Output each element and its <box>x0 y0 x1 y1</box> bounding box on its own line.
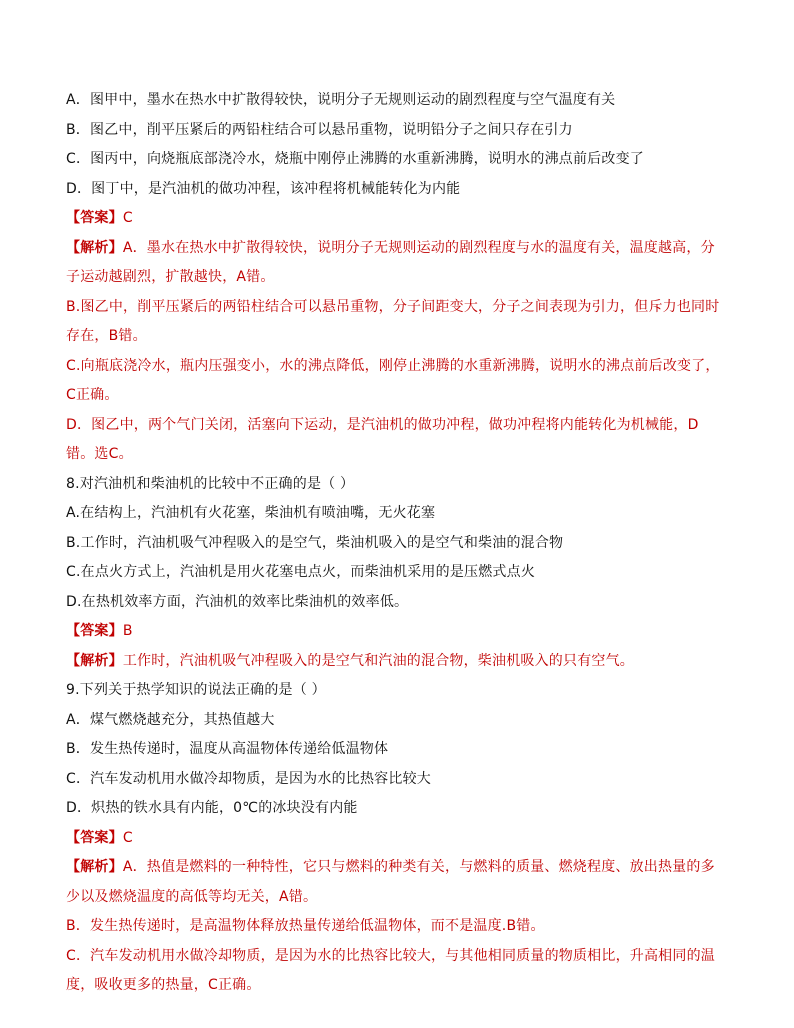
q8-analysis-text: 工作时，汽油机吸气冲程吸入的是空气和汽油的混合物，柴油机吸入的只有空气。 <box>122 652 635 669</box>
q7-answer <box>66 204 794 234</box>
question-9 <box>66 676 794 1001</box>
q7-analysis-d: D．图乙中，两个气门关闭，活塞向下运动，是汽油机的做功冲程，做功冲程将内能转化为机械能，D错。选C。 <box>66 416 699 462</box>
q7-option-d: D．图丁中，是汽油机的做功冲程，该冲程将机械能转化为内能 <box>66 180 461 197</box>
q7-answer-tag: 【答案】 <box>66 210 123 226</box>
q7-analysis-tag: 【解析】 <box>66 239 123 256</box>
q8-stem: 8.对汽油机和柴油机的比较中不正确的是（ ） <box>66 475 355 492</box>
q9-analysis-a <box>66 853 726 912</box>
question-8 <box>66 470 794 677</box>
q7-answer-value: C <box>122 210 133 226</box>
q9-answer-tag: 【答案】 <box>66 829 123 846</box>
q9-option-a: A．煤气燃烧越充分，其热值越大 <box>66 711 275 728</box>
q8-analysis-tag: 【解析】 <box>66 652 123 669</box>
question-7 <box>66 86 794 470</box>
q7-analysis-text-a: A．墨水在热水中扩散得较快，说明分子无规则运动的剧烈程度与水的温度有关，温度越高，分子运动越剧烈，扩散越快，A错。 <box>66 239 715 285</box>
q8-analysis <box>66 647 794 677</box>
q9-answer-value: C <box>122 829 133 846</box>
q7-option-c: C．图丙中，向烧瓶底部浇冷水，烧瓶中刚停止沸腾的水重新沸腾，说明水的沸点前后改变了 <box>66 151 644 167</box>
q9-option-c: C．汽车发动机用水做冷却物质，是因为水的比热容比较大 <box>66 770 431 787</box>
q9-answer <box>66 824 794 854</box>
q7-option-b: B．图乙中，削平压紧后的两铅柱结合可以悬吊重物，说明铅分子之间只存在引力 <box>66 121 573 138</box>
q9-analysis-text-a: A．热值是燃料的一种特性，它只与燃料的种类有关，与燃料的质量、燃烧程度、放出热量的多少以及燃烧温度的高低等均无关，A错。 <box>66 859 715 905</box>
q7-analysis-b: B.图乙中，削平压紧后的两铅柱结合可以悬吊重物，分子间距变大，分子之间表现为引力，但斥力也同时存在，B错。 <box>66 298 720 344</box>
q9-stem: 9.下列关于热学知识的说法正确的是（ ） <box>66 682 326 698</box>
q7-option-a: A．图甲中，墨水在热水中扩散得较快，说明分子无规则运动的剧烈程度与空气温度有关 <box>66 92 616 108</box>
q9-option-b: B．发生热传递时，温度从高温物体传递给低温物体 <box>66 741 389 757</box>
q9-analysis-c: C．汽车发动机用水做冷却物质，是因为水的比热容比较大，与其他相同质量的物质相比，升高相同的温度，吸收更多的热量，C正确。 <box>66 947 715 993</box>
q8-option-c: C.在点火方式上，汽油机是用火花塞电点火，而柴油机采用的是压燃式点火 <box>66 564 536 580</box>
q9-analysis-tag: 【解析】 <box>66 859 123 875</box>
q8-option-a: A.在结构上，汽油机有火花塞，柴油机有喷油嘴，无火花塞 <box>66 505 436 521</box>
q8-option-b: B.工作时，汽油机吸气冲程吸入的是空气，柴油机吸入的是空气和柴油的混合物 <box>66 534 564 551</box>
q8-answer-tag: 【答案】 <box>66 623 123 639</box>
q8-option-d: D.在热机效率方面，汽油机的效率比柴油机的效率低。 <box>66 593 409 610</box>
q9-analysis-b: B．发生热传递时，是高温物体释放热量传递给低温物体，而不是温度.B错。 <box>66 918 545 934</box>
q9-option-d: D．炽热的铁水具有内能，0℃的冰块没有内能 <box>66 800 358 816</box>
q8-answer <box>66 617 794 647</box>
q7-analysis-a <box>66 234 726 293</box>
q7-analysis-c: C.向瓶底浇冷水，瓶内压强变小，水的沸点降低，刚停止沸腾的水重新沸腾，说明水的沸点前后改变了，C正确。 <box>66 357 720 403</box>
q8-answer-value: B <box>122 623 133 639</box>
